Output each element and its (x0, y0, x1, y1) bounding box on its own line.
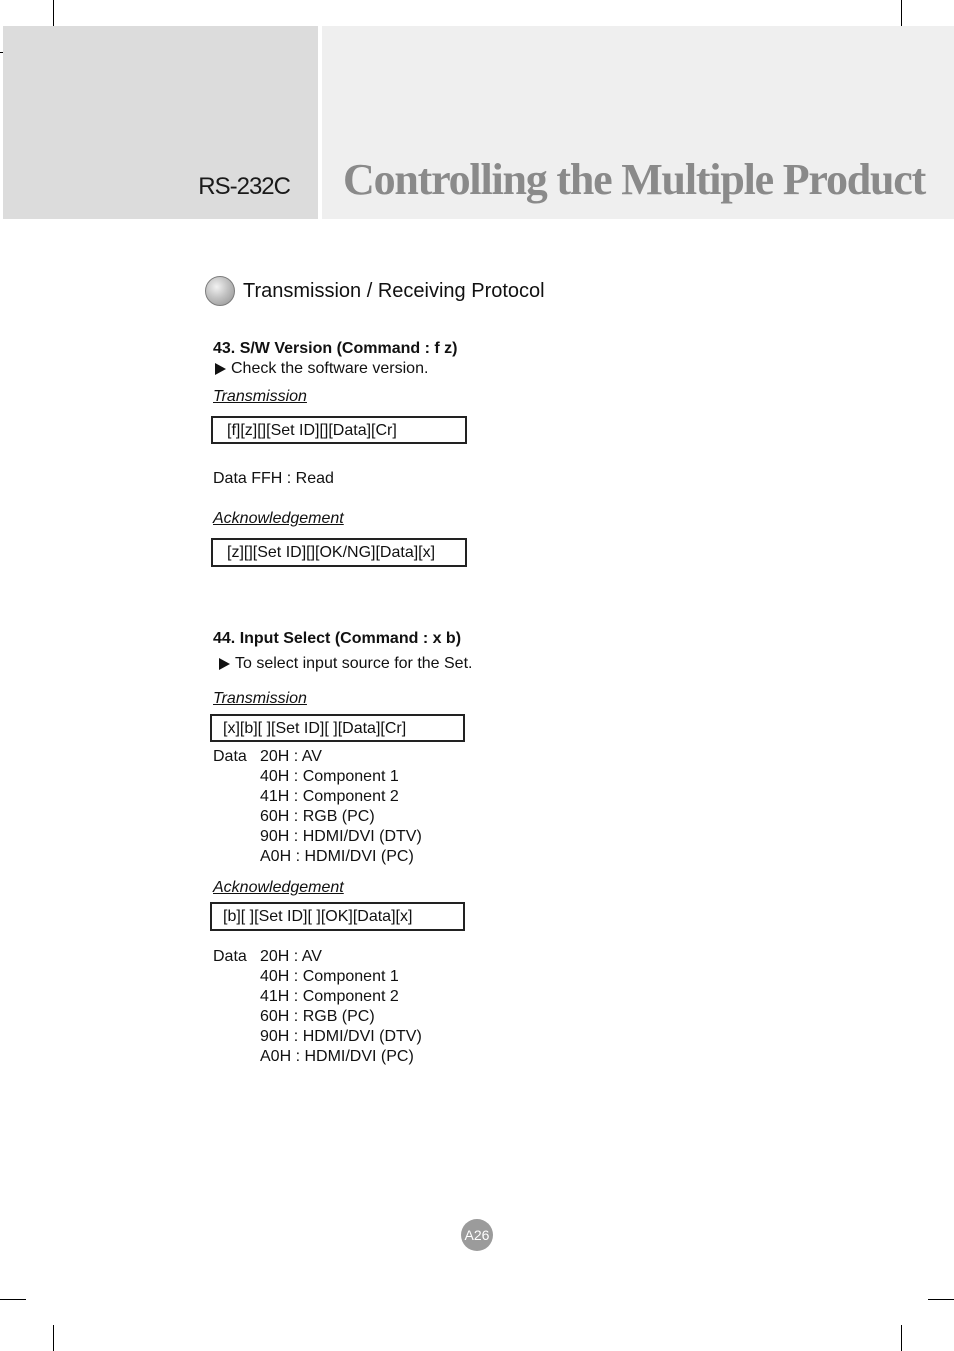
data-row (213, 1027, 422, 1047)
command-44-title: 44. Input Select (Command : x b) (213, 630, 462, 647)
data-row (213, 767, 422, 787)
command-44-data-list (213, 747, 422, 867)
data-value: A0H : HDMI/DVI (PC) (260, 848, 414, 865)
data-value: 41H : Component 2 (260, 988, 399, 1005)
section-heading-text: Transmission / Receiving Protocol (243, 279, 545, 302)
data-row (213, 847, 422, 867)
data-row (213, 807, 422, 827)
data-value: 20H : AV (260, 748, 322, 765)
description-text: Check the software version. (231, 360, 429, 377)
data-value: 60H : RGB (PC) (260, 1008, 375, 1025)
description-text: To select input source for the Set. (235, 655, 473, 672)
data-row (213, 947, 422, 967)
crop-mark (53, 1325, 54, 1351)
triangle-bullet-icon (215, 363, 226, 375)
command-43-data-note: Data FFH : Read (213, 470, 334, 487)
command-43-transmission-code: [f][z][][Set ID][][Data][Cr] (211, 416, 467, 444)
command-44-ack-code: [b][ ][Set ID][ ][OK][Data][x] (210, 902, 465, 931)
command-43-transmission-label: Transmission (213, 388, 307, 405)
data-value: 40H : Component 1 (260, 768, 399, 785)
data-value: A0H : HDMI/DVI (PC) (260, 1048, 414, 1065)
data-value: 41H : Component 2 (260, 788, 399, 805)
data-value: 20H : AV (260, 948, 322, 965)
command-43-ack-label: Acknowledgement (213, 510, 344, 527)
page-title: Controlling the Multiple Product (343, 155, 926, 204)
data-label: Data (213, 748, 247, 765)
data-value: 90H : HDMI/DVI (DTV) (260, 1028, 422, 1045)
data-value: 40H : Component 1 (260, 968, 399, 985)
data-row (213, 967, 422, 987)
command-44-transmission-code: [x][b][ ][Set ID][ ][Data][Cr] (210, 714, 465, 742)
command-43-ack-code: [z][][Set ID][][OK/NG][Data][x] (211, 538, 467, 567)
crop-mark (901, 1325, 902, 1351)
header-title-panel (322, 26, 954, 219)
data-row (213, 787, 422, 807)
command-43-title: 43. S/W Version (Command : f z) (213, 340, 458, 357)
command-44-ack-label: Acknowledgement (213, 879, 344, 896)
command-44-description (219, 654, 472, 674)
section-heading (205, 276, 545, 306)
section-label: RS-232C (198, 173, 290, 200)
crop-mark (53, 0, 54, 26)
triangle-bullet-icon (219, 658, 230, 670)
data-row (213, 987, 422, 1007)
data-row (213, 1047, 422, 1067)
data-row (213, 827, 422, 847)
header-section-panel (3, 26, 318, 219)
data-row (213, 747, 422, 767)
command-43-description (215, 359, 428, 379)
page-number-badge: A26 (461, 1219, 493, 1251)
data-label: Data (213, 948, 247, 965)
crop-mark (0, 1299, 26, 1300)
command-44-ack-data-list (213, 947, 422, 1067)
data-value: 90H : HDMI/DVI (DTV) (260, 828, 422, 845)
sphere-bullet-icon (205, 276, 235, 306)
crop-mark (928, 1299, 954, 1300)
data-row (213, 1007, 422, 1027)
command-44-transmission-label: Transmission (213, 690, 307, 707)
data-value: 60H : RGB (PC) (260, 808, 375, 825)
crop-mark (901, 0, 902, 26)
